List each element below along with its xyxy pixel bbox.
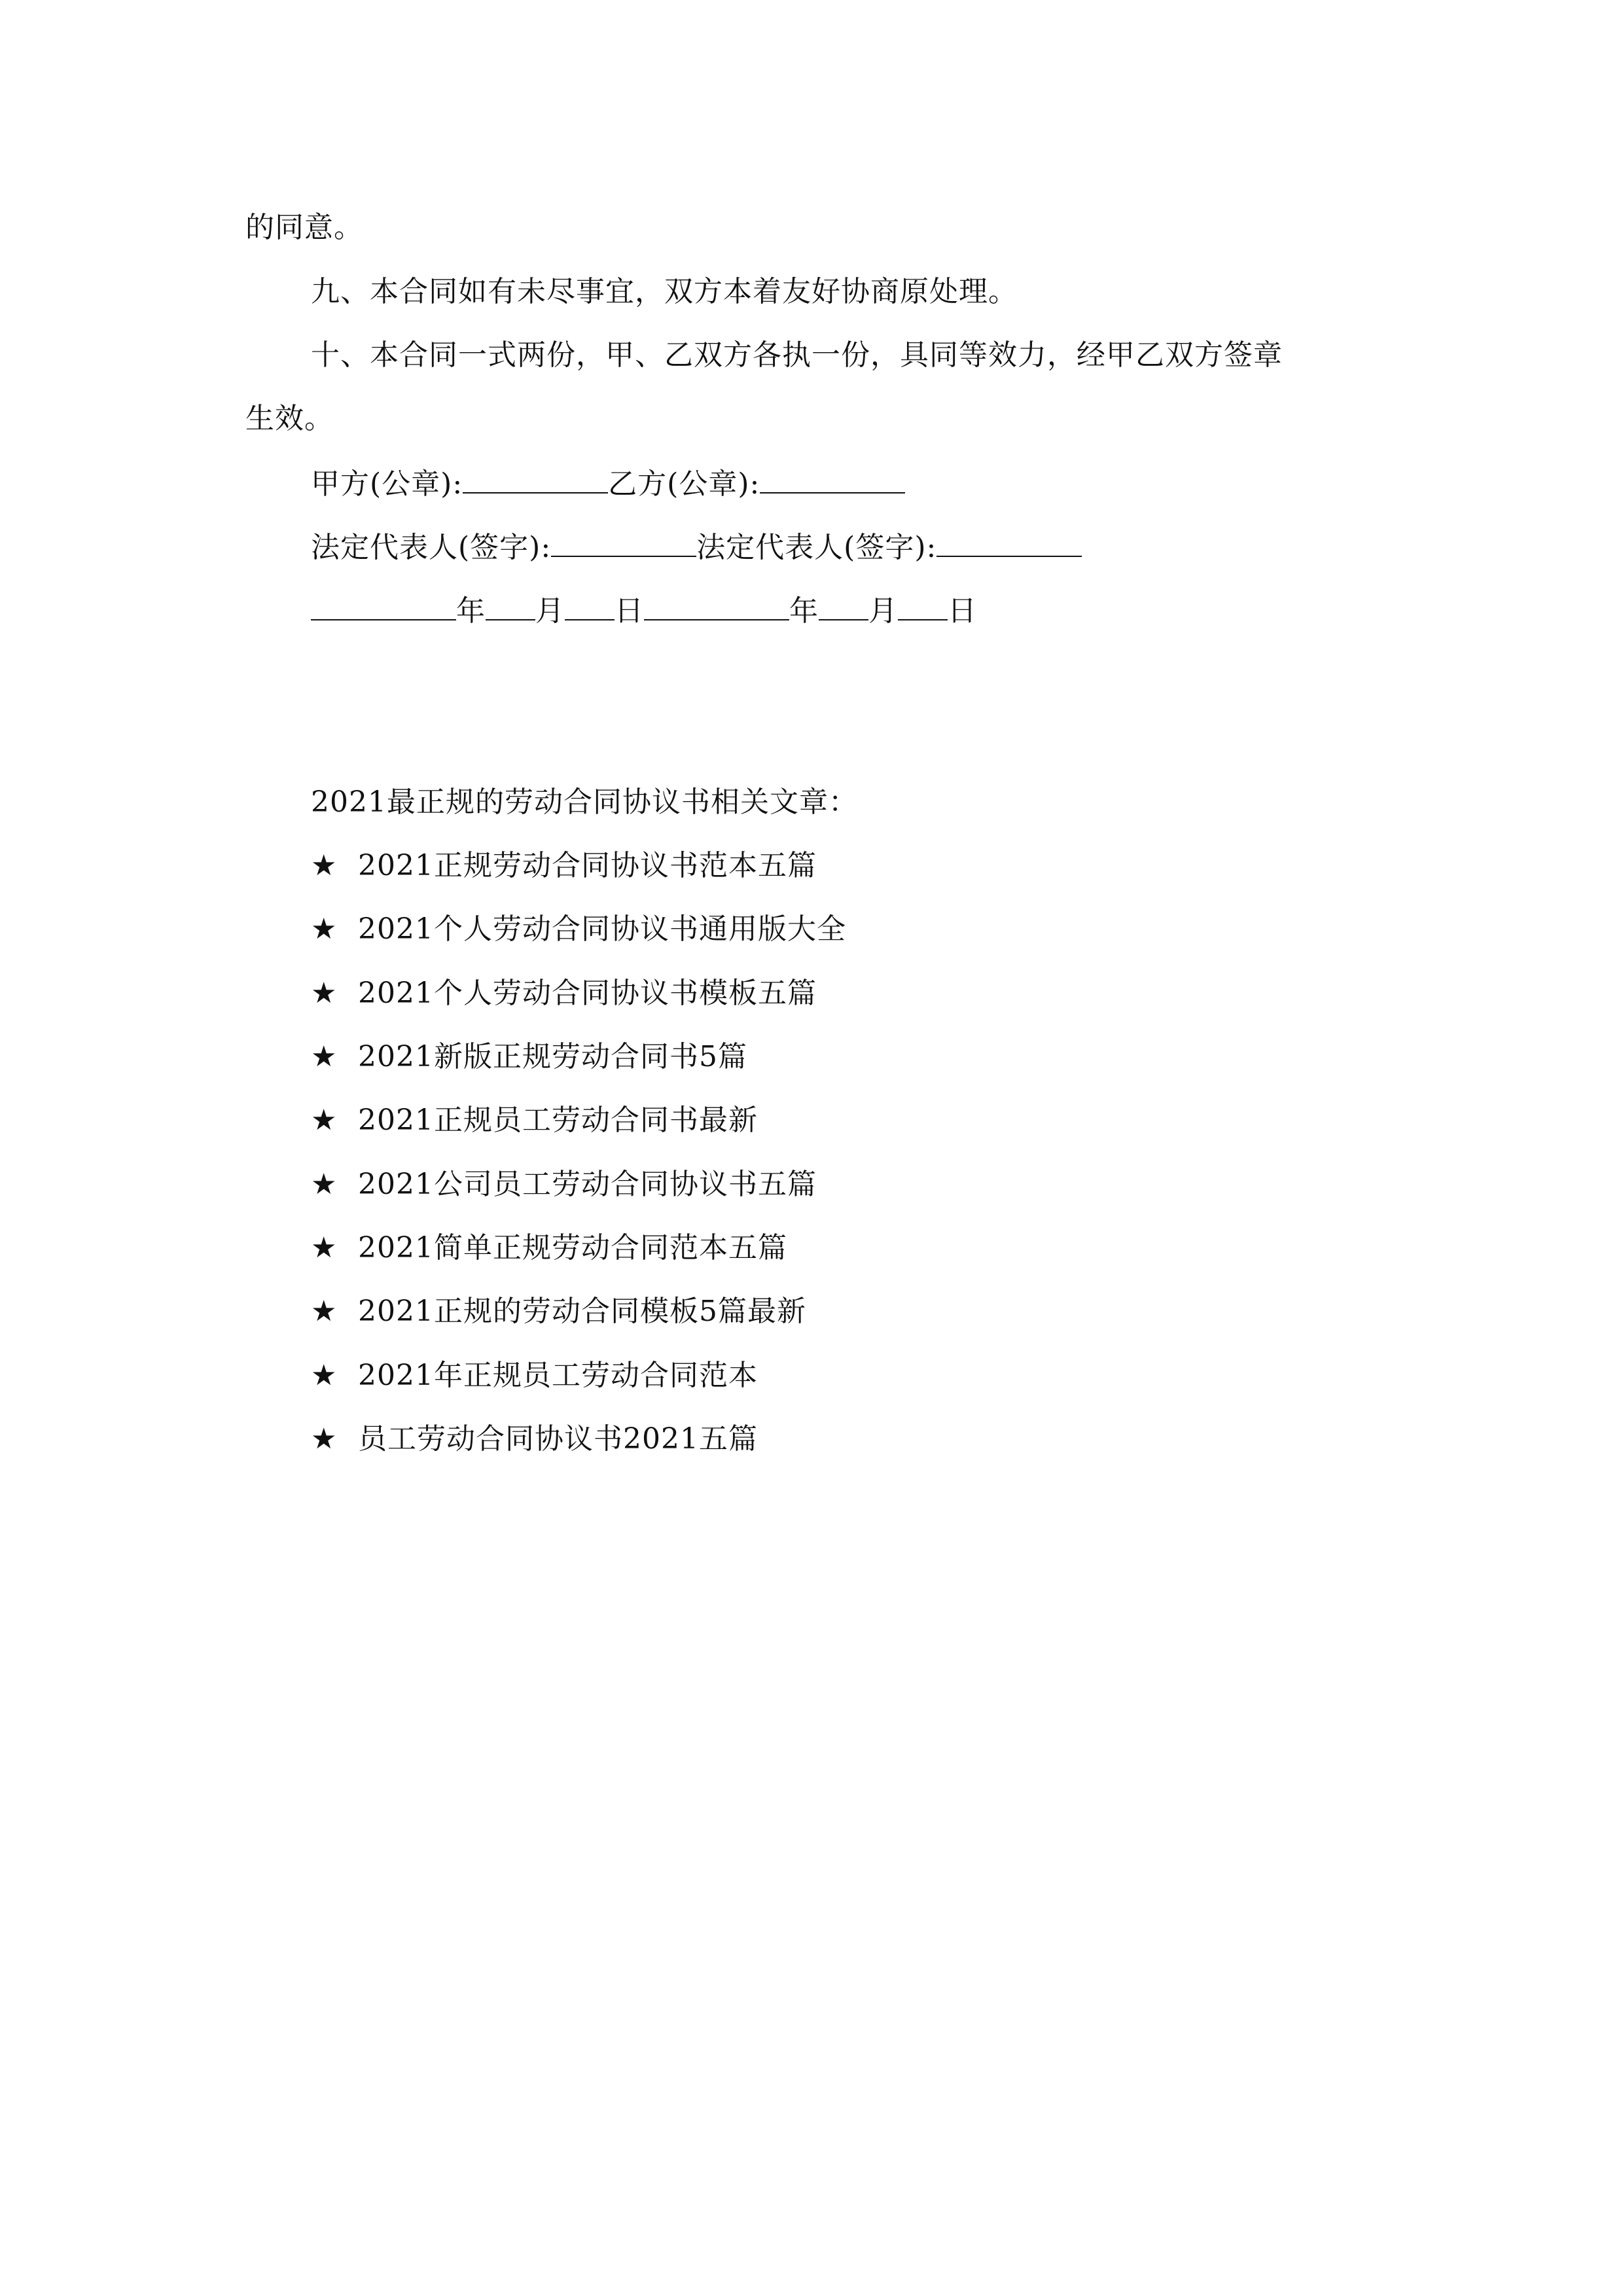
related-link-label[interactable]: 2021正规员工劳动合同书最新 bbox=[358, 1103, 758, 1137]
star-icon: ★ bbox=[311, 1295, 338, 1328]
star-icon: ★ bbox=[311, 1359, 338, 1392]
day-label: 日 bbox=[948, 594, 977, 628]
party-a-month-blank bbox=[486, 590, 535, 620]
party-b-rep-blank bbox=[936, 527, 1082, 557]
related-link[interactable] bbox=[311, 974, 817, 1013]
related-link-label[interactable]: 2021正规的劳动合同模板5篇最新 bbox=[358, 1295, 806, 1328]
month-label: 月 bbox=[868, 594, 898, 628]
seal-row bbox=[311, 463, 905, 504]
star-icon: ★ bbox=[311, 977, 338, 1010]
related-link[interactable] bbox=[311, 1292, 806, 1331]
party-b-seal-blank bbox=[760, 463, 905, 493]
month-label: 月 bbox=[535, 594, 565, 628]
star-icon: ★ bbox=[311, 1231, 338, 1265]
related-link-label[interactable]: 员工劳动合同协议书2021五篇 bbox=[358, 1422, 758, 1456]
star-icon: ★ bbox=[311, 1168, 338, 1201]
related-link-label[interactable]: 2021个人劳动合同协议书模板五篇 bbox=[358, 977, 817, 1010]
related-link-label[interactable]: 2021新版正规劳动合同书5篇 bbox=[358, 1040, 747, 1073]
related-link[interactable] bbox=[311, 1420, 758, 1459]
party-a-seal-blank bbox=[463, 463, 608, 493]
related-link[interactable] bbox=[311, 1101, 758, 1140]
year-label: 年 bbox=[456, 594, 486, 628]
paragraph-8-tail: 的同意。 bbox=[245, 211, 363, 244]
related-heading: 2021最正规的劳动合同协议书相关文章： bbox=[311, 785, 858, 819]
day-label: 日 bbox=[615, 594, 644, 628]
paragraph-9: 九、本合同如有未尽事宜，双方本着友好协商原处理。 bbox=[311, 275, 1018, 308]
party-a-year-blank bbox=[311, 590, 456, 620]
related-link[interactable] bbox=[311, 846, 817, 886]
related-link[interactable] bbox=[311, 1356, 758, 1395]
date-row bbox=[311, 590, 977, 631]
related-link-label[interactable]: 2021简单正规劳动合同范本五篇 bbox=[358, 1231, 787, 1265]
party-a-day-blank bbox=[565, 590, 615, 620]
party-a-rep-blank bbox=[551, 527, 696, 557]
paragraph-10-line-1: 十、本合同一式两份，甲、乙双方各执一份，具同等效力，经甲乙双方签章 bbox=[311, 338, 1283, 372]
related-link-label[interactable]: 2021正规劳动合同协议书范本五篇 bbox=[358, 849, 817, 882]
star-icon: ★ bbox=[311, 1103, 338, 1137]
party-b-seal-label: 乙方(公章): bbox=[608, 467, 760, 501]
party-b-rep-label: 法定代表人(签字): bbox=[696, 531, 937, 564]
paragraph-10-line-2: 生效。 bbox=[245, 402, 334, 435]
star-icon: ★ bbox=[311, 849, 338, 882]
party-b-year-blank bbox=[644, 590, 789, 620]
related-link[interactable] bbox=[311, 1229, 787, 1268]
related-link-label[interactable]: 2021个人劳动合同协议书通用版大全 bbox=[358, 912, 846, 946]
party-b-day-blank bbox=[898, 590, 948, 620]
star-icon: ★ bbox=[311, 1040, 338, 1073]
representative-row bbox=[311, 527, 1082, 567]
related-link-label[interactable]: 2021年正规员工劳动合同范本 bbox=[358, 1359, 758, 1392]
related-link[interactable] bbox=[311, 1037, 747, 1077]
party-b-month-blank bbox=[819, 590, 868, 620]
party-a-seal-label: 甲方(公章): bbox=[311, 467, 463, 501]
star-icon: ★ bbox=[311, 1422, 338, 1456]
related-link[interactable] bbox=[311, 1165, 817, 1204]
star-icon: ★ bbox=[311, 912, 338, 946]
year-label: 年 bbox=[789, 594, 819, 628]
party-a-rep-label: 法定代表人(签字): bbox=[311, 531, 552, 564]
related-link-label[interactable]: 2021公司员工劳动合同协议书五篇 bbox=[358, 1168, 817, 1201]
related-link[interactable] bbox=[311, 910, 846, 949]
